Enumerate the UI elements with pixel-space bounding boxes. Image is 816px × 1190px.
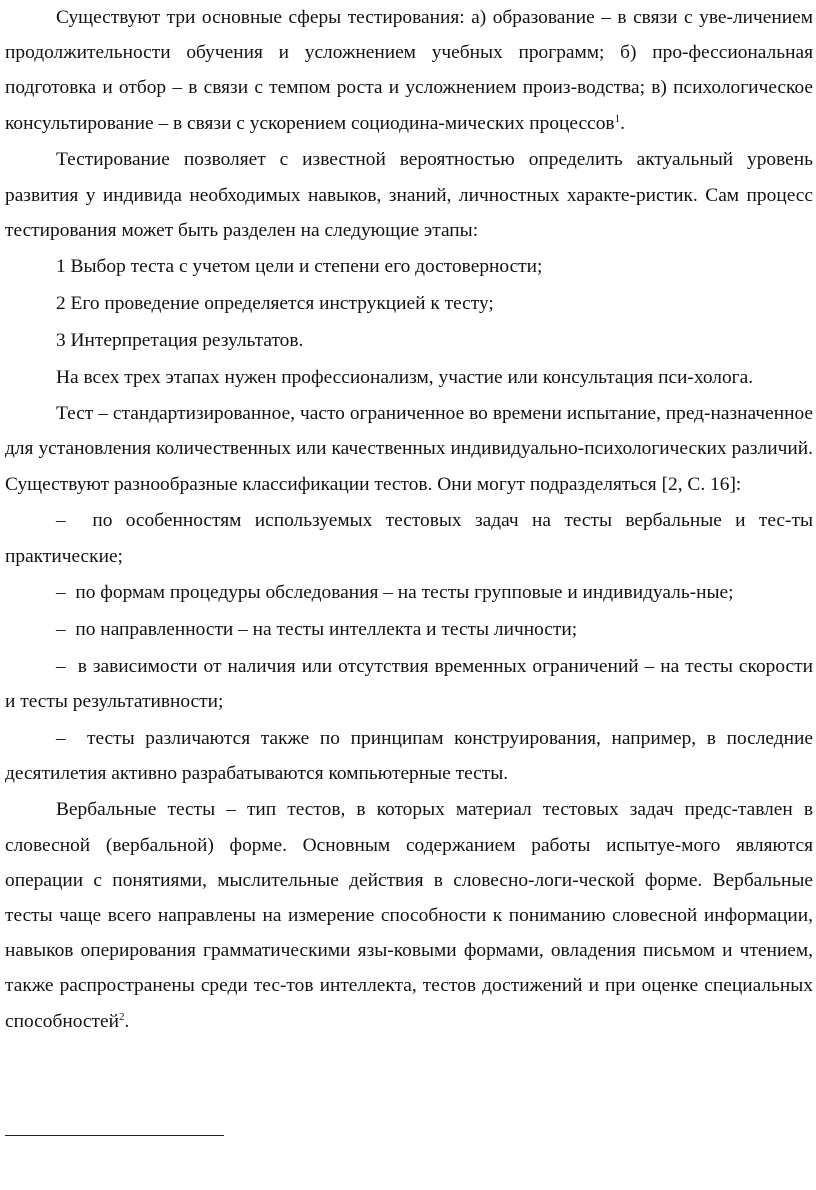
paragraph-text: 3 Интерпретация результатов. (56, 329, 304, 351)
paragraph-text: – по направленности – на тесты интеллекта и тесты личности; (56, 618, 578, 640)
footnote-separator (5, 1135, 224, 1136)
list-item-group-individual (5, 575, 813, 610)
list-item-verbal-practical (5, 503, 813, 573)
paragraph-text: Вербальные тесты – тип тестов, в которых материал тестовых задач предс-тавлен в словесной (вербальной) форме. Основным содержанием работы испытуе-мого являются операции с понятиями, мыслительные действия в словесно-логи-ческой форме. Вербальные тесты чаще всего направлены на измерение способности к пониманию словесной информации, навыков оперирования грамматическими язы-ковыми формами, овладения письмом и чтением, также распространены среди тес-тов интеллекта, тестов достижений и при оценке специальных способностей (5, 799, 813, 1032)
paragraph-test-definition (5, 396, 813, 502)
footnote-reference[interactable]: 1 (614, 112, 621, 125)
paragraph-text: – тесты различаются также по принципам конструирования, например, в последние десятилетия активно разрабатываются компьютерные тесты. (5, 727, 813, 784)
paragraph-text: Существуют три основные сферы тестирования: а) образование – в связи с уве-личением продолжительности обучения и усложнением учебных программ; б) про-фессиональная подготовка и отбор – в связи с темпом роста и усложнением произ-водства; в) психологическое консультирование – в связи с ускорением социодина-мических процессов (5, 7, 813, 134)
paragraph-testing-purpose (5, 142, 813, 248)
paragraph-text: – в зависимости от наличия или отсутствия временных ограничений – на тесты скорости и тесты результативности; (5, 655, 813, 712)
list-item-stage-1 (5, 249, 813, 284)
paragraph-testing-spheres (5, 0, 813, 141)
list-item-stage-2 (5, 286, 813, 321)
paragraph-text: На всех трех этапах нужен профессионализм, участие или консультация пси-холога. (56, 366, 754, 388)
paragraph-verbal-tests (5, 792, 813, 1038)
paragraph-text: 1 Выбор теста с учетом цели и степени его достоверности; (56, 256, 543, 278)
list-item-intellect-personality (5, 612, 813, 647)
paragraph-text: 2 Его проведение определяется инструкцией к тесту; (56, 293, 494, 315)
paragraph-tail: . (620, 112, 625, 134)
paragraph-text: Тестирование позволяет с известной вероятностью определить актуальный уровень развития у индивида необходимых навыков, знаний, личностных характе-ристик. Сам процесс тестирования может быть разделен на следующие этапы: (5, 149, 813, 241)
paragraph-text: Тест – стандартизированное, часто ограниченное во времени испытание, пред-назначенное для установления количественных или качественных индивидуально-психологических различий. Существуют разнообразные классификации тестов. Они могут подразделяться [2, С. 16]: (5, 403, 813, 495)
footnote-reference[interactable]: 2 (118, 1010, 125, 1023)
list-item-construction (5, 721, 813, 791)
list-item-speed-result (5, 649, 813, 719)
paragraph-tail: . (124, 1010, 130, 1032)
paragraph-text: – по формам процедуры обследования – на тесты групповые и индивидуаль-ные; (56, 582, 734, 604)
document-page (5, 0, 813, 1039)
list-item-stage-3 (5, 323, 813, 358)
paragraph-professionalism (5, 360, 813, 395)
paragraph-text: – по особенностям используемых тестовых задач на тесты вербальные и тес-ты практические; (5, 510, 813, 567)
